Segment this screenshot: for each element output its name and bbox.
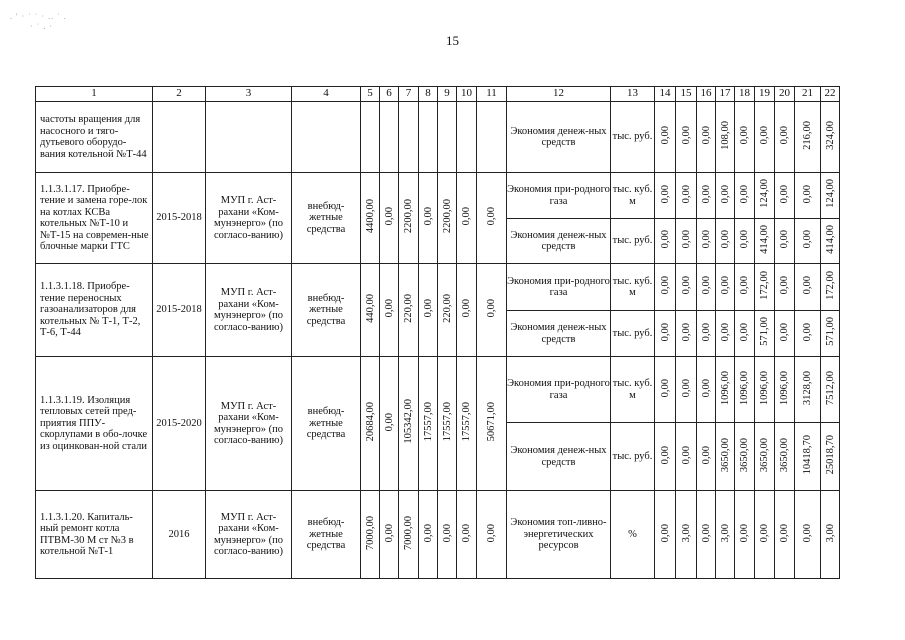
value-cell: 0,00 [659, 276, 671, 295]
value-cell: 10418,70 [802, 435, 813, 475]
finance-value: 0,00 [486, 207, 497, 226]
col-header: 19 [755, 87, 775, 102]
finance-value: 0,00 [422, 523, 434, 542]
indicator-name: Экономия при-родного газа [507, 264, 611, 311]
value-cell: 0,00 [802, 322, 813, 341]
value-cell: 0,00 [659, 126, 671, 145]
finance-value: 0,00 [461, 299, 472, 318]
table-row [36, 491, 840, 579]
value-cell: 0,00 [739, 184, 750, 203]
finance-value: 0,00 [461, 207, 472, 226]
value-cell: 3650,00 [719, 437, 731, 472]
value-cell: 0,00 [719, 276, 731, 295]
finance-value: 440,00 [364, 293, 376, 323]
table-row [36, 173, 840, 219]
value-cell: 0,00 [659, 445, 671, 464]
value-cell: 124,00 [824, 179, 836, 209]
finance-value: 2200,00 [403, 199, 414, 234]
col-header: 13 [611, 87, 655, 102]
value-cell: 0,00 [700, 126, 712, 145]
unit: тыс. руб. [611, 423, 655, 491]
organization: МУП г. Аст-рахани «Ком-мунэнерго» (по согласо-ванию) [206, 491, 292, 579]
value-cell: 0,00 [719, 230, 731, 249]
finance-value: 0,00 [383, 523, 395, 542]
value-cell: 7512,00 [824, 370, 836, 405]
col-header: 10 [457, 87, 477, 102]
finance-value: 7000,00 [364, 515, 376, 550]
finance-value: 0,00 [486, 523, 497, 542]
organization: МУП г. Аст-рахани «Ком-мунэнерго» (по согласо-ванию) [206, 173, 292, 264]
value-cell: 0,00 [779, 230, 790, 249]
value-cell: 0,00 [700, 184, 712, 203]
value-cell: 0,00 [680, 230, 692, 249]
value-cell: 3,00 [824, 523, 836, 542]
value-cell: 1096,00 [739, 370, 750, 405]
table-row [36, 264, 840, 311]
indicator-name: Экономия при-родного газа [507, 357, 611, 423]
value-cell: 0,00 [680, 445, 692, 464]
funding-source: внебюд-жетные средства [292, 264, 361, 357]
value-cell: 571,00 [759, 317, 770, 347]
value-cell: 3128,00 [802, 370, 813, 405]
col-header: 15 [676, 87, 697, 102]
value-cell: 0,00 [700, 523, 712, 542]
value-cell: 0,00 [759, 523, 770, 542]
value-cell: 3650,00 [739, 437, 750, 472]
value-cell: 0,00 [739, 126, 750, 145]
finance-value: 17557,00 [441, 402, 453, 442]
value-cell: 108,00 [719, 120, 731, 150]
measure-description: 1.1.3.1.18. Приобре-тение переносных газоанализаторов для котельных № Т-1, Т-2, Т-6, Т-44 [36, 264, 153, 357]
col-header: 18 [735, 87, 755, 102]
finance-value: 0,00 [383, 207, 395, 226]
unit: тыс. куб. м [611, 264, 655, 311]
header-row [36, 87, 840, 102]
value-cell: 0,00 [700, 445, 712, 464]
indicator-name: Экономия денеж-ных средств [507, 311, 611, 357]
value-cell: 0,00 [779, 126, 790, 145]
years: 2016 [153, 491, 206, 579]
funding-source: внебюд-жетные средства [292, 491, 361, 579]
value-cell: 3650,00 [779, 437, 790, 472]
value-cell: 3,00 [680, 523, 692, 542]
scan-artifact: . ' · ˙ ˙ · .. ˙ . [10, 12, 67, 21]
value-cell: 25018,70 [824, 435, 836, 475]
value-cell: 0,00 [700, 322, 712, 341]
value-cell: 3650,00 [759, 437, 770, 472]
col-header: 5 [361, 87, 380, 102]
value-cell: 0,00 [659, 230, 671, 249]
value-cell: 0,00 [802, 276, 813, 295]
col-header: 21 [795, 87, 821, 102]
indicator-name: Экономия топ-ливно-энергетических ресурсов [507, 491, 611, 579]
finance-value: 220,00 [403, 293, 414, 323]
col-header: 2 [153, 87, 206, 102]
finance-value: 17557,00 [422, 402, 434, 442]
col-header: 22 [821, 87, 840, 102]
value-cell: 0,00 [779, 184, 790, 203]
finance-value: 0,00 [422, 207, 434, 226]
col-header: 9 [438, 87, 457, 102]
value-cell: 3,00 [719, 523, 731, 542]
indicator-name: Экономия при-родного газа [507, 173, 611, 219]
years: 2015-2018 [153, 173, 206, 264]
value-cell: 124,00 [759, 179, 770, 209]
value-cell: 0,00 [700, 230, 712, 249]
value-cell: 0,00 [700, 276, 712, 295]
value-cell: 414,00 [759, 224, 770, 254]
measure-description: частоты вращения для насосного и тяго-дутьевого оборудо-вания котельной №Т-44 [36, 102, 153, 173]
value-cell: 172,00 [824, 270, 836, 300]
value-cell: 571,00 [824, 317, 836, 347]
value-cell: 0,00 [802, 230, 813, 249]
value-cell: 1096,00 [719, 370, 731, 405]
value-cell: 0,00 [802, 523, 813, 542]
col-header: 3 [206, 87, 292, 102]
value-cell: 1096,00 [779, 370, 790, 405]
finance-value: 2200,00 [441, 199, 453, 234]
value-cell: 0,00 [779, 276, 790, 295]
indicator-name: Экономия денеж-ных средств [507, 219, 611, 264]
value-cell: 216,00 [802, 120, 813, 150]
years: 2015-2018 [153, 264, 206, 357]
finance-value: 0,00 [441, 523, 453, 542]
value-cell: 324,00 [824, 120, 836, 150]
value-cell: 0,00 [659, 378, 671, 397]
value-cell: 0,00 [719, 322, 731, 341]
col-header: 20 [775, 87, 795, 102]
funding-source: внебюд-жетные средства [292, 357, 361, 491]
unit: тыс. куб. м [611, 357, 655, 423]
value-cell: 0,00 [739, 322, 750, 341]
col-header: 7 [399, 87, 419, 102]
finance-value: 220,00 [441, 293, 453, 323]
funding-source: внебюд-жетные средства [292, 173, 361, 264]
value-cell: 0,00 [680, 322, 692, 341]
value-cell: 1096,00 [759, 370, 770, 405]
indicator-name: Экономия денеж-ных средств [507, 102, 611, 173]
col-header: 17 [716, 87, 735, 102]
value-cell: 0,00 [719, 184, 731, 203]
col-header: 14 [655, 87, 676, 102]
scan-artifact: · ˙ . · [30, 22, 53, 31]
value-cell: 0,00 [680, 184, 692, 203]
col-header: 8 [419, 87, 438, 102]
value-cell: 0,00 [739, 523, 750, 542]
value-cell: 0,00 [680, 378, 692, 397]
finance-value: 50671,00 [486, 402, 497, 442]
indicator-name: Экономия денеж-ных средств [507, 423, 611, 491]
value-cell: 0,00 [739, 276, 750, 295]
organization: МУП г. Аст-рахани «Ком-мунэнерго» (по согласо-ванию) [206, 264, 292, 357]
value-cell: 0,00 [700, 378, 712, 397]
unit: % [611, 491, 655, 579]
value-cell: 0,00 [680, 126, 692, 145]
col-header: 12 [507, 87, 611, 102]
finance-value: 0,00 [422, 299, 434, 318]
years: 2015-2020 [153, 357, 206, 491]
col-header: 16 [697, 87, 716, 102]
page-number: 15 [446, 33, 459, 48]
measures-table [35, 86, 840, 579]
value-cell: 0,00 [659, 322, 671, 341]
value-cell: 0,00 [779, 523, 790, 542]
value-cell: 0,00 [779, 322, 790, 341]
value-cell: 0,00 [659, 523, 671, 542]
finance-value: 0,00 [383, 299, 395, 318]
unit: тыс. куб. м [611, 173, 655, 219]
finance-value: 0,00 [383, 412, 395, 431]
value-cell: 0,00 [739, 230, 750, 249]
unit: тыс. руб. [611, 102, 655, 173]
value-cell: 0,00 [759, 126, 770, 145]
col-header: 11 [477, 87, 507, 102]
col-header: 1 [36, 87, 153, 102]
finance-value: 4400,00 [364, 199, 376, 234]
value-cell: 414,00 [824, 224, 836, 254]
measure-description: 1.1.3.1.17. Приобре-тение и замена горе-лок на котлах КСВа котельных №Т-10 и №Т-15 на современ-ные блочные марки ГТС [36, 173, 153, 264]
value-cell: 172,00 [759, 270, 770, 300]
col-header: 4 [292, 87, 361, 102]
value-cell: 0,00 [659, 184, 671, 203]
col-header: 6 [380, 87, 399, 102]
finance-value: 17557,00 [461, 402, 472, 442]
finance-value: 20684,00 [364, 402, 376, 442]
table-row [36, 357, 840, 423]
unit: тыс. руб. [611, 219, 655, 264]
organization: МУП г. Аст-рахани «Ком-мунэнерго» (по согласо-ванию) [206, 357, 292, 491]
measure-description: 1.1.3.1.19. Изоляция тепловых сетей пред-приятия ППУ-скорлупами в обо-лочке из оцинкован-ной стали [36, 357, 153, 491]
finance-value: 0,00 [461, 523, 472, 542]
unit: тыс. руб. [611, 311, 655, 357]
value-cell: 0,00 [802, 184, 813, 203]
measure-description: 1.1.3.1.20. Капиталь-ный ремонт котла ПТВМ-30 М ст №3 в котельной №Т-1 [36, 491, 153, 579]
finance-value: 7000,00 [403, 515, 414, 550]
value-cell: 0,00 [680, 276, 692, 295]
finance-value: 0,00 [486, 299, 497, 318]
finance-value: 105342,00 [403, 399, 414, 445]
table-row [36, 102, 840, 173]
